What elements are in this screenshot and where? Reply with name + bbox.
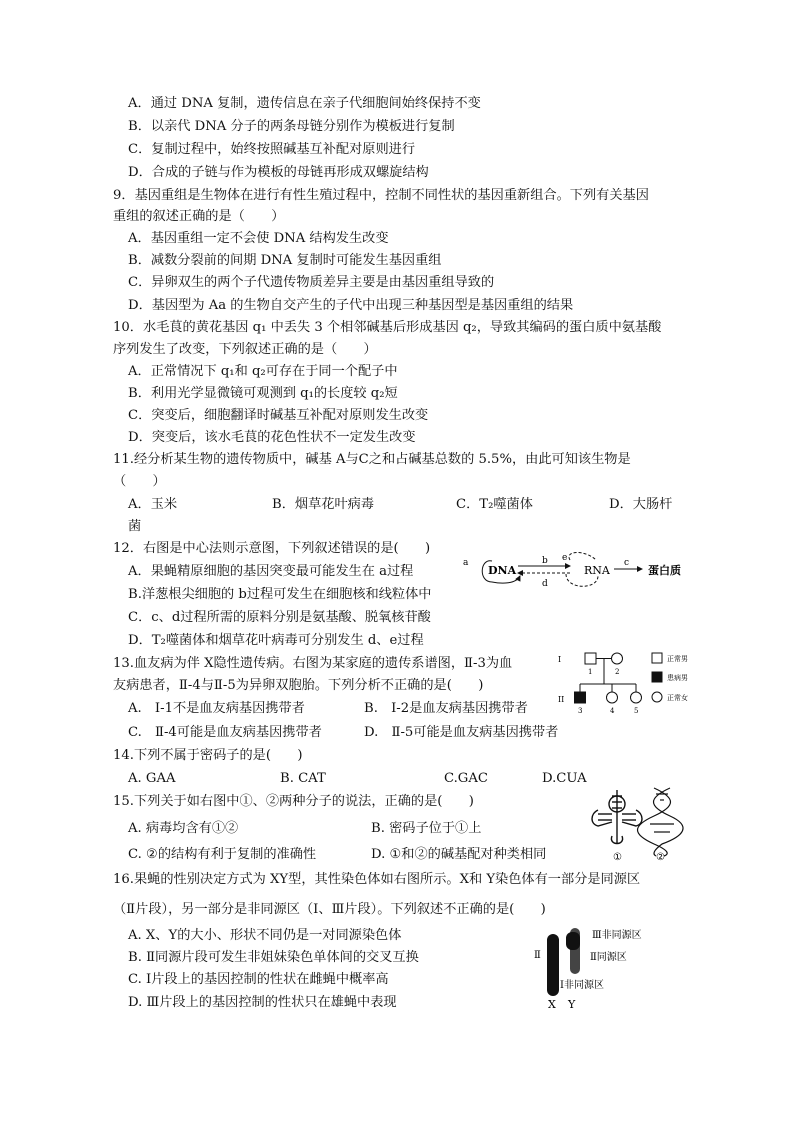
q13-option-b: B. Ⅰ-2是血友病基因携带者 (364, 701, 528, 716)
legend-normal-female-symbol (652, 692, 662, 702)
q9-stem-line2: 重组的叙述正确的是（ ） (113, 209, 285, 224)
legend-normal-male-symbol (652, 653, 662, 663)
q12-option-c: C．c、d过程所需的原料分别是氨基酸、脱氧核苷酸 (128, 610, 431, 625)
q10-stem-line2: 序列发生了改变，下列叙述正确的是（ ） (113, 342, 377, 357)
label-rna: RNA (584, 564, 610, 577)
q16-stem-line1: 16.果蝇的性别决定方式为 XY型，其性染色体如右图所示。X和 Y染色体有一部分是同源区 (113, 872, 641, 887)
q13-option-d: D. Ⅱ-5可能是血友病基因携带者 (364, 725, 559, 740)
q9-option-c: C．异卵双生的两个子代遗传物质差异主要是由基因重组导致的 (128, 275, 495, 290)
q15-option-a: A. 病毒均含有①② (128, 821, 239, 836)
q14-option-c: C.GAC (444, 771, 488, 786)
q10-option-a: A．正常情况下 q₁和 q₂可存在于同一个配子中 (128, 364, 398, 379)
i2-normal-female (612, 653, 623, 664)
legend-normal-male: 正常男 (667, 655, 688, 663)
q8-option-a: A．通过 DNA 复制，遗传信息在亲子代细胞间始终保持不变 (128, 96, 481, 111)
trna-label: ① (613, 852, 622, 863)
q10-option-c: C．突变后，细胞翻译时碱基互补配对原则发生改变 (128, 408, 429, 423)
legend-normal-female: 正常女 (667, 694, 688, 702)
q14-stem: 14.下列不属于密码子的是( ) (113, 748, 303, 763)
num-1: 1 (588, 668, 593, 676)
q11-option-a: A．玉米 (128, 497, 178, 512)
generation-ii: II (558, 695, 565, 704)
q13-option-c: C. Ⅱ-4可能是血友病基因携带者 (128, 725, 322, 740)
x-label: X (548, 998, 556, 1011)
label-dna: DNA (488, 564, 517, 577)
num-2: 2 (615, 668, 620, 676)
q16-option-d: D. Ⅲ片段上的基因控制的性状只在雄蝇中表现 (128, 995, 397, 1010)
central-dogma-diagram (458, 548, 708, 596)
q14-option-b: B. CAT (280, 771, 326, 786)
q10-option-b: B．利用光学显微镜可观测到 q₁的长度较 q₂短 (128, 386, 398, 401)
q12-option-d: D．T₂噬菌体和烟草花叶病毒可分别发生 d、e过程 (128, 633, 424, 648)
region-iii-label: Ⅲ非同源区 (592, 930, 642, 941)
q13-stem-line2: 友病患者，Ⅱ-4与Ⅱ-5为异卵双胞胎。下列分析不正确的是( ) (113, 678, 484, 693)
region-ii-label: Ⅱ同源区 (590, 952, 627, 963)
q16-option-b: B. Ⅱ同源片段可发生非姐妹染色单体间的交叉互换 (128, 950, 419, 965)
q16-option-a: A. X、Y的大小、形状不同仍是一对同源染色体 (128, 928, 402, 943)
q12-option-a: A．果蝇精原细胞的基因突变最可能发生在 a过程 (128, 564, 414, 579)
q15-stem: 15.下列关于如右图中①、②两种分子的说法，正确的是( ) (113, 794, 474, 809)
q15-option-d: D. ①和②的碱基配对种类相同 (371, 847, 547, 862)
region-ii-side-label: Ⅱ (534, 950, 541, 961)
ii4-normal-female (607, 692, 618, 703)
legend-affected-male-symbol (652, 672, 662, 682)
q15-option-b: B. 密码子位于①上 (371, 821, 482, 836)
region-i-label: Ⅰ非同源区 (560, 980, 604, 991)
q12-option-b: B.洋葱根尖细胞的 b过程可发生在细胞核和线粒体中 (128, 587, 432, 602)
q16-option-c: C. Ⅰ片段上的基因控制的性状在雌蝇中概率高 (128, 972, 389, 987)
label-e: e (562, 553, 568, 563)
q15-option-c: C. ②的结构有利于复制的准确性 (128, 847, 317, 862)
q14-option-d: D.CUA (542, 771, 587, 786)
q9-option-d: D．基因型为 Aa 的生物自交产生的子代中出现三种基因型是基因重组的结果 (128, 298, 574, 313)
generation-i: I (558, 655, 562, 664)
trna-cloverleaf (592, 790, 642, 844)
legend-affected-male: 患病男 (667, 674, 688, 682)
i1-normal-male (585, 653, 596, 664)
q11-stem-line2: （ ） (113, 474, 166, 489)
q8-option-d: D．合成的子链与作为模板的母链再形成双螺旋结构 (128, 165, 429, 180)
label-a: a (463, 558, 469, 568)
q11-option-d: D．大肠杆 (609, 497, 673, 512)
label-d: d (542, 579, 548, 589)
q12-stem: 12．右图是中心法则示意图，下列叙述错误的是( ) (113, 541, 431, 556)
dna-double-helix (638, 788, 684, 856)
rna-replication-arc (569, 553, 596, 561)
x-chromosome (547, 934, 559, 996)
q16-stem-line2: （Ⅱ片段），另一部分是非同源区（Ⅰ、Ⅲ片段）。下列叙述不正确的是( ) (113, 902, 546, 917)
q11-option-c: C．T₂噬菌体 (456, 497, 533, 512)
ii3-affected-male (575, 692, 586, 703)
y-nonhomologous-cap (566, 932, 580, 950)
q9-stem-line1: 9．基因重组是生物体在进行有性生殖过程中，控制不同性状的基因重新组合。下列有关基因 (113, 188, 649, 203)
q8-option-b: B．以亲代 DNA 分子的两条母链分别作为模板进行复制 (128, 119, 455, 134)
q13-stem-line1: 13.血友病为伴 X隐性遗传病。右图为某家庭的遗传系谱图，Ⅱ-3为血 (113, 656, 513, 671)
q13-option-a: A. Ⅰ-1不是血友病基因携带者 (128, 701, 305, 716)
q11-option-d-wrap: 菌 (128, 519, 142, 534)
q10-stem-line1: 10．水毛茛的黄花基因 q₁ 中丢失 3 个相邻碱基后形成基因 q₂，导致其编码的蛋白质中氨基酸 (113, 320, 662, 335)
q11-stem-line1: 11.经分析某生物的遗传物质中，碱基 A与C之和占碱基总数的 5.5%，由此可知该生物是 (113, 452, 631, 467)
label-b: b (542, 556, 548, 566)
dna-label: ② (656, 852, 665, 863)
num-5: 5 (634, 707, 639, 715)
q8-option-c: C．复制过程中，始终按照碱基互补配对原则进行 (128, 142, 416, 157)
num-4: 4 (610, 707, 615, 715)
label-c: c (624, 558, 630, 568)
q9-option-a: A．基因重组一定不会使 DNA 结构发生改变 (128, 231, 389, 246)
num-3: 3 (578, 707, 583, 715)
trna-dna-figure (584, 784, 694, 864)
q14-option-a: A. GAA (128, 771, 176, 786)
q10-option-d: D．突变后，该水毛茛的花色性状不一定发生改变 (128, 430, 416, 445)
sex-chromosome-figure (530, 922, 690, 1012)
label-protein: 蛋白质 (648, 564, 681, 577)
pedigree-chart (556, 650, 706, 722)
ii5-normal-female (631, 692, 642, 703)
q9-option-b: B．减数分裂前的间期 DNA 复制时可能发生基因重组 (128, 253, 442, 268)
y-label: Y (568, 998, 576, 1011)
q11-option-b: B．烟草花叶病毒 (272, 497, 375, 512)
